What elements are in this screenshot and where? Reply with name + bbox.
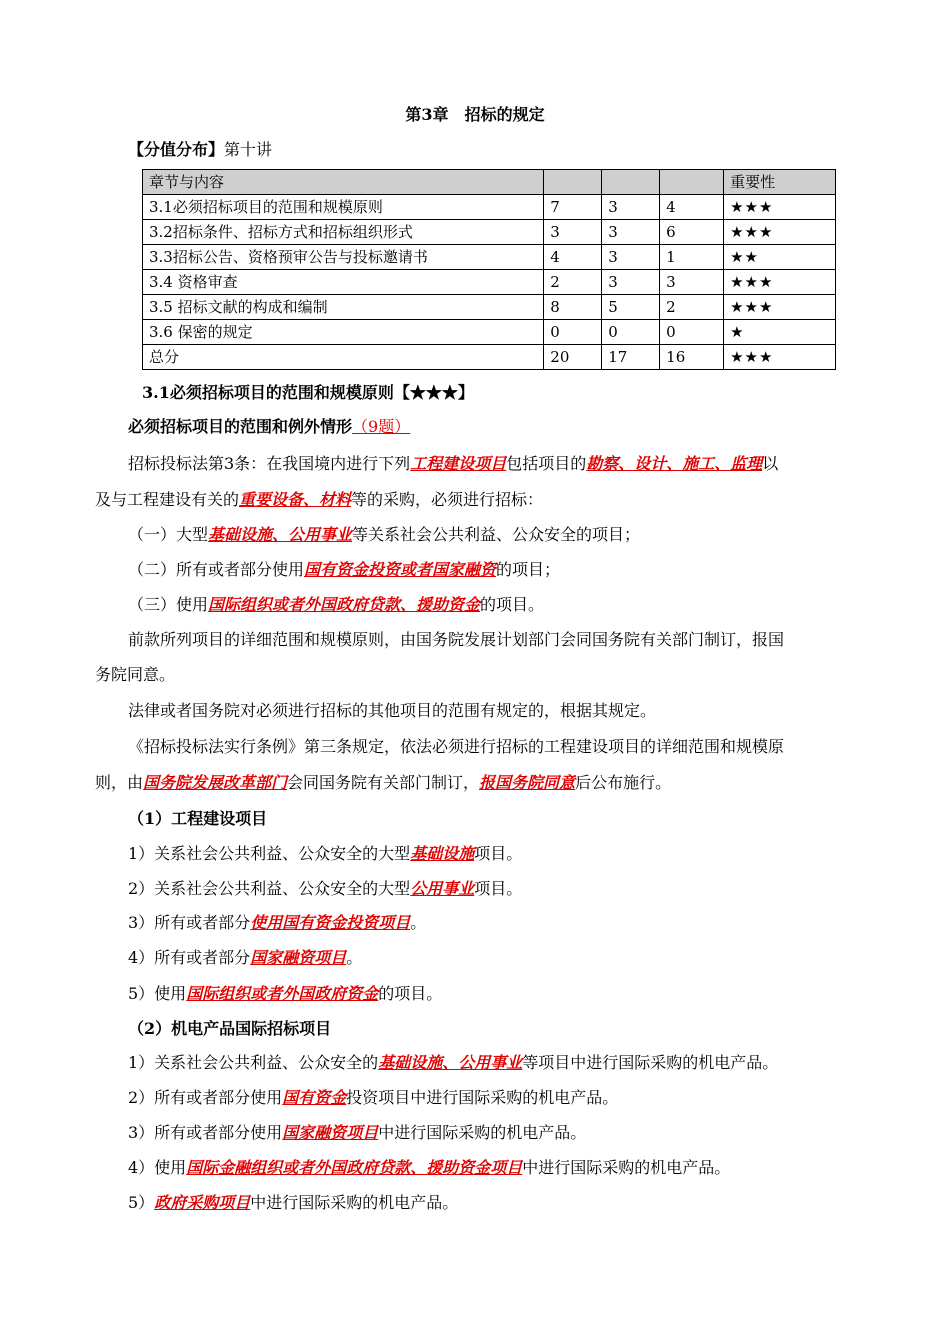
table-cell: 3 [602, 245, 660, 270]
table-cell: 总分 [143, 345, 544, 370]
list-item [128, 1120, 586, 1143]
table-row [143, 195, 836, 220]
text-span: 4）使用 [128, 1158, 187, 1177]
text-span: （一）大型 [128, 525, 209, 544]
list-item [128, 1155, 730, 1178]
highlight-text: 国家融资项目 [250, 948, 347, 967]
text-span: 则，由 [95, 773, 144, 792]
text-span: 后公布施行。 [575, 773, 672, 792]
text-span: 项目。 [474, 844, 523, 863]
table-cell: 16 [660, 345, 724, 370]
text-span: （二）所有或者部分使用 [128, 560, 305, 579]
table-cell: 4 [544, 245, 602, 270]
table-row-total [143, 345, 836, 370]
paragraph-law-article-3 [128, 451, 778, 474]
highlight-text: 国际组织或者外国政府贷款、援助资金 [208, 595, 481, 614]
table-cell: 20 [544, 345, 602, 370]
header-cell [660, 170, 724, 195]
subsection-heading [128, 414, 410, 437]
text-span: 5） [128, 1193, 155, 1212]
subsection-text: 必须招标项目的范围和例外情形 [128, 417, 353, 436]
header-cell [544, 170, 602, 195]
table-cell: 3.1必须招标项目的范围和规模原则 [143, 195, 544, 220]
table-row [143, 295, 836, 320]
text-span: 等关系社会公共利益、公众安全的项目； [352, 525, 641, 544]
paragraph-text: 法律或者国务院对必须进行招标的其他项目的范围有规定的，根据其规定。 [128, 701, 657, 720]
text-span: 等项目中进行国际采购的机电产品。 [522, 1053, 779, 1072]
highlight-text: 基础设施 [410, 844, 475, 863]
text-span: 1）关系社会公共利益、公众安全的 [128, 1053, 379, 1072]
table-cell: 0 [602, 320, 660, 345]
importance-cell: ★★★ [724, 195, 836, 220]
text-span: 1）关系社会公共利益、公众安全的大型 [128, 844, 411, 863]
table-cell: 3.5 招标文献的构成和编制 [143, 295, 544, 320]
importance-cell: ★★ [724, 245, 836, 270]
text-span: 包括项目的 [506, 454, 587, 473]
text-span: 投资项目中进行国际采购的机电产品。 [346, 1088, 619, 1107]
importance-cell: ★★★ [724, 295, 836, 320]
table-cell: 2 [544, 270, 602, 295]
section-heading-3-1: 3.1必须招标项目的范围和规模原则【★★★】 [142, 383, 474, 402]
text-span: 3）所有或者部分 [128, 913, 251, 932]
importance-cell: ★★★ [724, 220, 836, 245]
text-span: 项目。 [474, 879, 523, 898]
list-item [128, 522, 640, 545]
table-cell: 4 [660, 195, 724, 220]
text-span: 中进行国际采购的机电产品。 [522, 1158, 731, 1177]
score-label: 【分值分布】 [128, 140, 225, 159]
highlight-text: 基础设施、公用事业 [378, 1053, 523, 1072]
chapter-title [0, 102, 950, 125]
score-distribution-label [128, 137, 272, 160]
highlight-text: 国有资金投资或者国家融资 [304, 560, 497, 579]
highlight-text: 基础设施、公用事业 [208, 525, 353, 544]
highlight-text: 国际组织或者外国政府资金 [186, 984, 379, 1003]
table-cell: 3.4 资格审查 [143, 270, 544, 295]
header-cell: 章节与内容 [143, 170, 544, 195]
highlight-text: 工程建设项目 [410, 454, 507, 473]
lecture-label: 第十讲 [224, 140, 273, 159]
highlight-text: 政府采购项目 [154, 1193, 251, 1212]
highlight-text: 勘察、设计、施工、监理 [586, 454, 763, 473]
list-item [128, 876, 522, 899]
highlight-text: 使用国有资金投资项目 [250, 913, 411, 932]
table-cell: 3 [602, 270, 660, 295]
list-item [128, 1085, 618, 1108]
table-cell: 3.6 保密的规定 [143, 320, 544, 345]
table-cell: 5 [602, 295, 660, 320]
highlight-text: 国际金融组织或者外国政府贷款、援助资金项目 [186, 1158, 523, 1177]
table-cell: 17 [602, 345, 660, 370]
paragraph-text: 前款所列项目的详细范围和规模原则，由国务院发展计划部门会同国务院有关部门制订，报国 [128, 630, 785, 649]
table-row [143, 320, 836, 345]
text-span: 及与工程建设有关的 [95, 490, 240, 509]
table-cell: 3 [544, 220, 602, 245]
paragraph-text [95, 770, 671, 793]
chapter-name: 招标的规定 [464, 105, 545, 124]
list-item [128, 1050, 778, 1073]
importance-cell: ★★★ [724, 270, 836, 295]
table-cell: 0 [660, 320, 724, 345]
list-item [128, 592, 544, 615]
list-item [128, 945, 362, 968]
table-cell: 0 [544, 320, 602, 345]
text-span: 5）使用 [128, 984, 187, 1003]
text-span: 的项目； [496, 560, 561, 579]
highlight-text: 国家融资项目 [282, 1123, 379, 1142]
highlight-text: 公用事业 [410, 879, 475, 898]
table-cell: 1 [660, 245, 724, 270]
heading-electromechanical: （2）机电产品国际招标项目 [128, 1019, 332, 1038]
list-item [128, 841, 522, 864]
table-cell: 8 [544, 295, 602, 320]
text-span: 中进行国际采购的机电产品。 [378, 1123, 587, 1142]
score-table [142, 169, 836, 370]
table-cell: 3 [602, 220, 660, 245]
table-cell: 3 [660, 270, 724, 295]
text-span: 中进行国际采购的机电产品。 [250, 1193, 459, 1212]
table-cell: 6 [660, 220, 724, 245]
table-cell: 3.2招标条件、招标方式和招标组织形式 [143, 220, 544, 245]
header-cell [602, 170, 660, 195]
list-item [128, 557, 560, 580]
highlight-text: 报国务院同意 [479, 773, 576, 792]
text-span: 的项目。 [378, 984, 443, 1003]
table-cell: 3.3招标公告、资格预审公告与投标邀请书 [143, 245, 544, 270]
text-span: 等的采购，必须进行招标： [351, 490, 544, 509]
text-span: 2）关系社会公共利益、公众安全的大型 [128, 879, 411, 898]
list-item [128, 1190, 458, 1213]
text-span: 2）所有或者部分使用 [128, 1088, 283, 1107]
highlight-text: 国务院发展改革部门 [143, 773, 288, 792]
heading-engineering-projects: （1）工程建设项目 [128, 809, 268, 828]
text-span: 以 [762, 454, 779, 473]
highlight-text: 国有资金 [282, 1088, 347, 1107]
paragraph-text: 《招标投标法实行条例》第三条规定，依法必须进行招标的工程建设项目的详细范围和规模原 [128, 737, 785, 756]
highlight-text: 重要设备、材料 [239, 490, 352, 509]
list-item [128, 981, 442, 1004]
table-header-row [143, 170, 836, 195]
text-span: （三）使用 [128, 595, 209, 614]
table-cell: 2 [660, 295, 724, 320]
paragraph-text: 务院同意。 [95, 665, 176, 684]
text-span: 3）所有或者部分使用 [128, 1123, 283, 1142]
chapter-number: 第3章 [405, 105, 449, 124]
table-row [143, 220, 836, 245]
text-span: 。 [410, 913, 427, 932]
table-row [143, 245, 836, 270]
text-span: 。 [346, 948, 363, 967]
header-cell: 重要性 [724, 170, 836, 195]
text-span: 的项目。 [480, 595, 545, 614]
table-row [143, 270, 836, 295]
importance-cell: ★★★ [724, 345, 836, 370]
table-cell: 7 [544, 195, 602, 220]
question-count: （9题） [352, 417, 411, 436]
text-span: 会同国务院有关部门制订， [287, 773, 480, 792]
importance-cell: ★ [724, 320, 836, 345]
list-item [128, 910, 426, 933]
paragraph-law-article-3-cont [95, 487, 543, 510]
text-span: 招标投标法第3条：在我国境内进行下列 [128, 454, 411, 473]
table-cell: 3 [602, 195, 660, 220]
text-span: 4）所有或者部分 [128, 948, 251, 967]
